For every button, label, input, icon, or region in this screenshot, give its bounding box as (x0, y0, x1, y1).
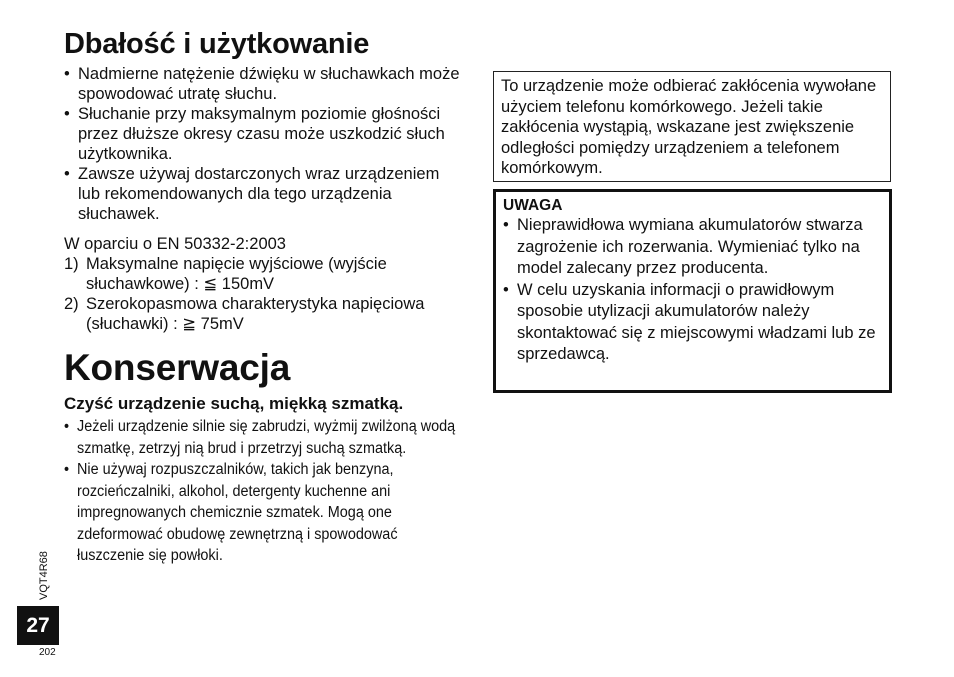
page-sub-number: 202 (39, 647, 56, 658)
maintenance-title: Konserwacja (64, 347, 291, 388)
care-bullet-list (64, 64, 464, 224)
standard-item-text: Szerokopasmowa charakterystyka napięciowa (słuchawki) : ≧ 75mV (86, 295, 425, 333)
maintenance-bullet-list (64, 416, 464, 567)
page-number: 27 (26, 613, 50, 637)
standard-item-text: Maksymalne napięcie wyjściowe (wyjście słuchawkowe) : ≦ 150mV (86, 255, 387, 293)
standard-item (64, 254, 464, 294)
caution-box (493, 189, 892, 393)
caution-bullet: • W celu uzyskania informacji o prawidłowym sposobie utylizacji akumulatorów należy skontaktować się z miejscowymi władzami lub ze sprzedawcą. (503, 280, 884, 366)
standard-item-number: 2) (64, 295, 79, 313)
standard-intro: W oparciu o EN 50332-2:2003 (64, 235, 286, 253)
standard-item (64, 294, 464, 334)
caution-bullet-list (503, 215, 884, 366)
maintenance-bullet: • Jeżeli urządzenie silnie się zabrudzi, wyżmij zwilżoną wodą szmatkę, zetrzyj nią brud i przetrzyj suchą szmatką. (64, 416, 464, 459)
standard-item-number: 1) (64, 255, 79, 273)
document-code: VQT4R68 (38, 551, 50, 600)
care-bullet: • Nadmierne natężenie dźwięku w słuchawkach może spowodować utratę słuchu. (64, 64, 464, 104)
care-bullet: • Zawsze używaj dostarczonych wraz urządzeniem lub rekomendowanych dla tego urządzenia słuchawek. (64, 164, 464, 224)
care-title: Dbałość i użytkowanie (64, 28, 370, 60)
standard-section (64, 234, 464, 334)
caution-bullet: • Nieprawidłowa wymiana akumulatorów stwarza zagrożenie ich rozerwania. Wymieniać tylko na model zalecany przez producenta. (503, 215, 884, 280)
standard-items (64, 254, 464, 334)
left-column (64, 24, 464, 567)
maintenance-bullet: • Nie używaj rozpuszczalników, takich jak benzyna, rozcieńczalniki, alkohol, detergenty kuchenne ani impregnowanych chemicznie szmatek. Mogą one zdeformować obudowę zewnętrzną i spowodować łuszczenie się powłoki. (64, 459, 464, 567)
interference-notice-box (493, 71, 891, 182)
caution-title: UWAGA (503, 197, 563, 214)
page-number-tab (17, 606, 59, 645)
interference-notice-text: To urządzenie może odbierać zakłócenia wywołane użyciem telefonu komórkowego. Jeżeli takie zakłócenia wystąpią, wskazane jest zwiększenie odległości pomiędzy urządzeniem a telefonem komórkowym. (501, 77, 877, 177)
care-bullet: • Słuchanie przy maksymalnym poziomie głośności przez dłuższe okresy czasu może uszkodzić słuch użytkownika. (64, 104, 464, 164)
maintenance-subtitle: Czyść urządzenie suchą, miękką szmatką. (64, 394, 404, 413)
